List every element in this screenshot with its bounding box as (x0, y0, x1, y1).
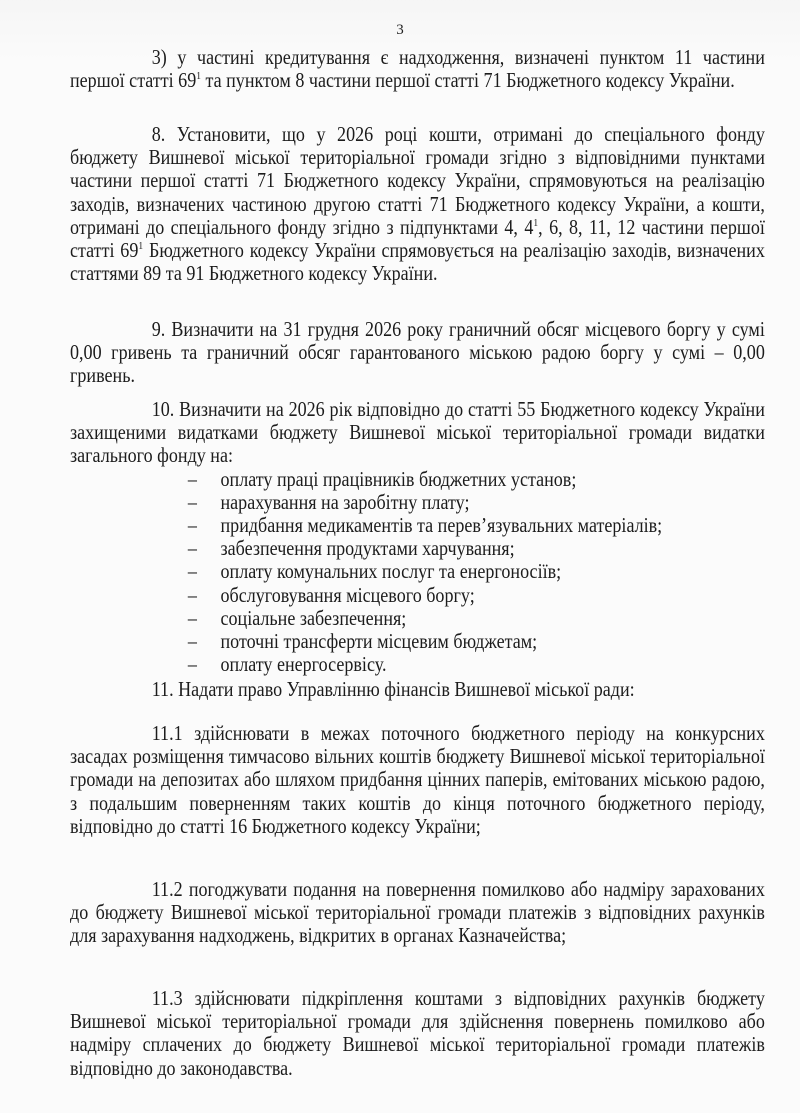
dash-bullet: – (187, 629, 197, 654)
list-item (70, 630, 765, 653)
clause-8-text-b: , 6, 8, 11, 12 частини першої статті 69 (70, 214, 765, 263)
list-item-text: забезпечення продуктами харчування; (220, 536, 515, 561)
clause-11 (70, 678, 668, 701)
list-item-text: нарахування на заробітну плату; (220, 489, 470, 514)
list-item-text: оплату енергосервісу. (220, 652, 387, 677)
clause-11-1 (70, 721, 765, 838)
list-item (70, 607, 765, 630)
list-item-text: оплату комунальних послуг та енергоносіїв; (220, 559, 562, 584)
list-item (70, 537, 765, 560)
clause-8-text-c: Бюджетного кодексу України спрямовується на реалізацію заходів, визначених статтями 89 та 91 Бюджетного кодексу України. (70, 238, 765, 286)
clause-10 (70, 397, 765, 677)
clause-3-text-b: та пунктом 8 частини першої статті 71 Бюджетного кодексу України. (200, 68, 735, 93)
clause-8 (70, 122, 765, 286)
list-item-text: поточні трансферти місцевим бюджетам; (220, 629, 538, 654)
clause-11-2 (70, 877, 765, 948)
clause-3 (70, 45, 765, 93)
list-item-text: придбання медикаментів та перев’язувальних матеріалів; (220, 513, 663, 538)
clause-9 (70, 317, 765, 388)
list-item (70, 584, 765, 607)
list-item (70, 491, 765, 514)
superscript: 1 (138, 240, 144, 253)
clause-11-1-paragraph: 11.1 здійснювати в межах поточного бюджетного періоду на конкурсних засадах розміщення тимчасово вільних коштів бюджету Вишневої міської територіальної громади на депозитах або шляхом придбання цінних паперів, емітованих міською радою, з подальшим поверненням таких коштів до кінця поточного бюджетного періоду, відповідно до статті 16 Бюджетного кодексу України; (70, 721, 765, 838)
list-item (70, 560, 765, 583)
clause-8-text-a: 8. Установити, що у 2026 році кошти, отримані до спеціального фонду бюджету Вишневої міської територіальної громади згідно з відповідними пунктами частини першої статті 71 Бюджетного кодексу України, спрямовуються на реалізацію заходів, визначених частиною другою статті 71 Бюджетного кодексу України, а кошти, отримані до спеціального фонду згідно з підпунктами 4, 4 (70, 122, 765, 239)
list-item (70, 468, 765, 491)
dash-bullet: – (187, 582, 197, 607)
list-item (70, 514, 765, 537)
dash-bullet: – (187, 466, 197, 491)
superscript: 1 (533, 216, 539, 229)
clause-11-2-paragraph: 11.2 погоджувати подання на повернення помилково або надміру зарахованих до бюджету Вишневої міської територіальної громади платежів з відповідних рахунків для зарахування надходжень, відкритих в органах Казначейства; (70, 877, 765, 948)
dash-bullet: – (187, 559, 197, 584)
clause-11-3 (70, 986, 765, 1080)
dash-bullet: – (187, 652, 197, 677)
list-item-text: оплату праці працівників бюджетних установ; (220, 466, 577, 491)
list-item (70, 653, 765, 676)
clause-8-paragraph (70, 123, 765, 285)
dash-bullet: – (187, 513, 197, 538)
clause-3-paragraph (70, 46, 765, 92)
clause-3-text-a: 3) у частині кредитування є надходження, визначені пунктом 11 частини першої статті 69 (70, 45, 765, 93)
dash-bullet: – (187, 536, 197, 561)
clause-11-3-paragraph: 11.3 здійснювати підкріплення коштами з відповідних рахунків бюджету Вишневої міської територіальної громади для здійснення повернень помилково або надміру сплачених до бюджету Вишневої міської територіальної громади платежів відповідно до законодавства. (70, 986, 765, 1080)
dash-bullet: – (187, 605, 197, 630)
superscript: 1 (196, 70, 201, 83)
protected-expenditures-list (70, 468, 765, 677)
list-item-text: обслуговування місцевого боргу; (220, 582, 475, 607)
clause-10-intro: 10. Визначити на 2026 рік відповідно до статті 55 Бюджетного кодексу України захищеними видатками бюджету Вишневої міської територіальної громади видатки загального фонду на: (70, 397, 765, 468)
dash-bullet: – (187, 489, 197, 514)
page-number: 3 (396, 22, 404, 38)
clause-11-intro: 11. Надати право Управлінню фінансів Вишневої міської ради: (151, 677, 635, 701)
clause-9-paragraph: 9. Визначити на 31 грудня 2026 року граничний обсяг місцевого боргу у сумі 0,00 гривень та граничний обсяг гарантованого міською радою боргу у сумі – 0,00 гривень. (70, 317, 765, 388)
list-item-text: соціальне забезпечення; (220, 605, 407, 630)
